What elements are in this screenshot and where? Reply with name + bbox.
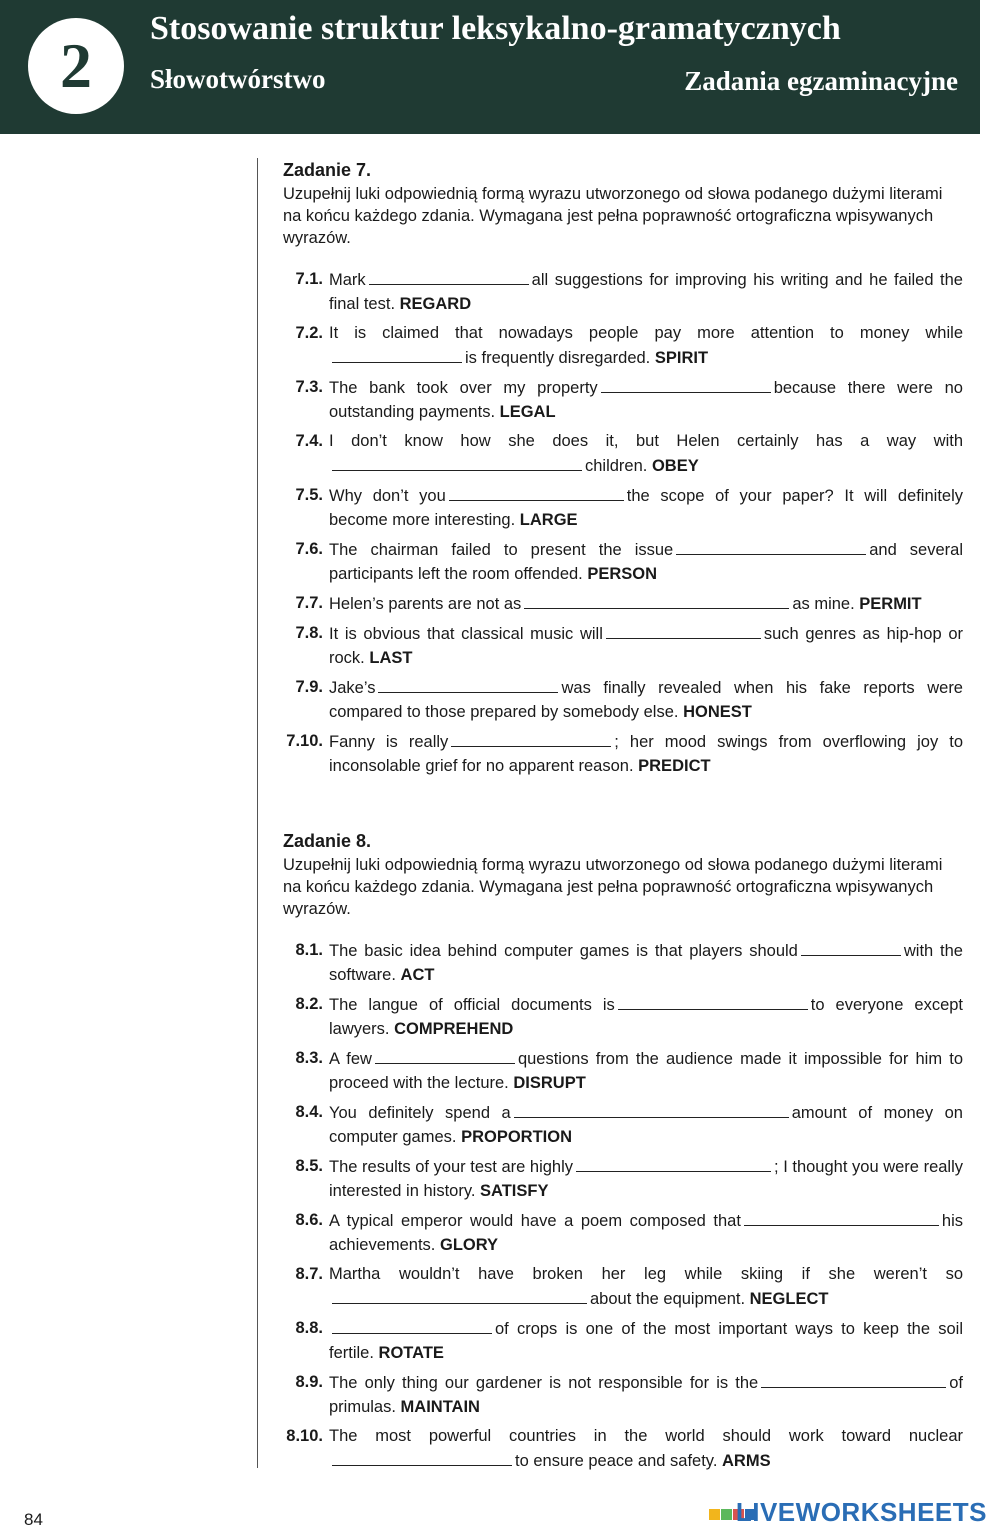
item-text-after: because there were no outstanding payments. — [329, 379, 963, 421]
task-instructions: Uzupełnij luki odpowiednią formą wyrazu utworzonego od słowa podanego dużymi literami na końcu każdego zdania. Wymagana jest pełna poprawność ortograficzna wpisywanych wyrazów. — [283, 856, 943, 918]
answer-blank[interactable] — [601, 375, 771, 393]
item-number: 8.4. — [295, 1103, 323, 1121]
worksheet-content — [283, 160, 963, 1478]
item-text-before: Why don’t you — [329, 487, 446, 505]
chapter-subtitle: Słowotwórstwo — [150, 64, 326, 94]
item-number: 7.6. — [295, 540, 323, 558]
item-number: 7.4. — [295, 432, 323, 450]
item-number: 8.1. — [295, 941, 323, 959]
item-number: 7.7. — [295, 594, 323, 612]
exercise-item — [283, 621, 963, 670]
item-number: 8.6. — [295, 1211, 323, 1229]
logo-text: LIVEWORKSHEETS — [735, 1497, 987, 1527]
item-text-after: about the equipment. — [590, 1290, 746, 1308]
task-8 — [283, 831, 963, 1473]
item-text-after: to everyone except lawyers. — [329, 996, 964, 1038]
item-text-before: I don’t know how she does it, but Helen certainly has a way with — [329, 432, 963, 450]
chapter-badge: 2 — [28, 18, 124, 114]
keyword: NEGLECT — [749, 1290, 829, 1308]
item-number: 7.2. — [295, 324, 323, 342]
item-text-before: Fanny is really — [329, 733, 449, 751]
answer-blank[interactable] — [332, 345, 462, 363]
item-text-after: to ensure peace and safety. — [515, 1452, 718, 1470]
answer-blank[interactable] — [576, 1154, 771, 1172]
item-number: 8.10. — [286, 1427, 323, 1445]
keyword: MAINTAIN — [400, 1398, 480, 1416]
item-text-before: It is claimed that nowadays people pay more attention to money while — [329, 324, 963, 342]
item-number: 7.3. — [295, 378, 323, 396]
keyword: PROPORTION — [461, 1128, 573, 1146]
answer-blank[interactable] — [606, 621, 761, 639]
item-text-before: The only thing our gardener is not responsible for is the — [329, 1374, 759, 1392]
chapter-title: Stosowanie struktur leksykalno-gramatycznych — [150, 10, 841, 47]
answer-blank[interactable] — [375, 1046, 515, 1064]
item-text-after: such genres as hip-hop or rock. — [329, 625, 963, 667]
item-text-before: The langue of official documents is — [329, 996, 615, 1014]
item-text-after: was finally revealed when his fake reports were compared to those prepared by somebody else. — [329, 679, 963, 721]
section-label: Zadania egzaminacyjne — [684, 66, 958, 96]
keyword: GLORY — [439, 1236, 499, 1254]
item-text-after: questions from the audience made it impossible for him to proceed with the lecture. — [329, 1050, 963, 1092]
item-number: 7.1. — [295, 270, 323, 288]
item-text-after: amount of money on computer games. — [329, 1104, 963, 1146]
item-number: 8.9. — [295, 1373, 323, 1391]
item-number: 8.7. — [295, 1265, 323, 1283]
keyword: LAST — [369, 649, 413, 667]
exercise-list — [283, 267, 963, 778]
exercise-item — [283, 1370, 963, 1419]
exercise-item — [283, 1424, 963, 1473]
exercise-item — [283, 429, 963, 478]
margin-rule — [257, 158, 258, 1468]
exercise-item — [283, 729, 963, 778]
task-instructions: Uzupełnij luki odpowiednią formą wyrazu utworzonego od słowa podanego dużymi literami na końcu każdego zdania. Wymagana jest pełna poprawność ortograficzna wpisywanych wyrazów. — [283, 185, 943, 247]
item-number: 8.2. — [295, 995, 323, 1013]
answer-blank[interactable] — [744, 1208, 939, 1226]
keyword: PERSON — [587, 565, 658, 583]
item-text-after: is frequently disregarded. — [465, 349, 651, 367]
answer-blank[interactable] — [801, 938, 901, 956]
task-title: Zadanie 7. — [283, 160, 372, 180]
answer-blank[interactable] — [332, 1448, 512, 1466]
exercise-item — [283, 1262, 963, 1311]
exercise-item — [283, 375, 963, 424]
exercise-item — [283, 1316, 963, 1365]
exercise-item — [283, 483, 963, 532]
item-number: 8.5. — [295, 1157, 323, 1175]
item-text-after: of crops is one of the most important ways to keep the soil fertile. — [329, 1320, 963, 1362]
item-text-after: and several participants left the room offended. — [329, 541, 963, 583]
liveworksheets-logo — [709, 1497, 987, 1528]
item-text-before: You definitely spend a — [329, 1104, 511, 1122]
item-text-after: his achievements. — [329, 1212, 963, 1254]
item-text-after: ; I thought you were really interested in history. — [329, 1158, 964, 1200]
answer-blank[interactable] — [369, 267, 529, 285]
keyword: REGARD — [399, 295, 472, 313]
exercise-item — [283, 1100, 963, 1149]
item-text-after: ; her mood swings from overflowing joy to inconsolable grief for no apparent reason. — [329, 733, 963, 775]
item-text-before: The basic idea behind computer games is that players should — [329, 942, 798, 960]
answer-blank[interactable] — [524, 591, 789, 609]
item-text-before: The chairman failed to present the issue — [329, 541, 674, 559]
keyword: ACT — [400, 966, 435, 984]
task-7 — [283, 160, 963, 778]
keyword: LARGE — [519, 511, 578, 529]
item-text-before: Jake’s — [329, 679, 376, 697]
answer-blank[interactable] — [332, 453, 582, 471]
answer-blank[interactable] — [676, 537, 866, 555]
keyword: HONEST — [683, 703, 752, 721]
exercise-item — [283, 992, 963, 1041]
answer-blank[interactable] — [761, 1370, 946, 1388]
keyword: SPIRIT — [654, 349, 709, 367]
keyword: ARMS — [722, 1452, 771, 1470]
item-text-before: It is obvious that classical music will — [329, 625, 603, 643]
item-number: 7.9. — [295, 678, 323, 696]
item-number: 8.8. — [295, 1319, 323, 1337]
item-text-before: The results of your test are highly — [329, 1158, 574, 1176]
exercise-item — [283, 267, 963, 316]
answer-blank[interactable] — [332, 1316, 492, 1334]
item-number: 8.3. — [295, 1049, 323, 1067]
answer-blank[interactable] — [618, 992, 808, 1010]
keyword: OBEY — [651, 457, 699, 475]
keyword: PERMIT — [859, 595, 922, 613]
logo-grid-icon — [709, 1509, 733, 1520]
item-number: 7.5. — [295, 486, 323, 504]
answer-blank[interactable] — [449, 483, 624, 501]
item-text-after: all suggestions for improving his writing and he failed the final test. — [329, 271, 963, 313]
keyword: LEGAL — [499, 403, 556, 421]
exercise-item — [283, 675, 963, 724]
page-number: 84 — [24, 1510, 43, 1529]
answer-blank[interactable] — [514, 1100, 789, 1118]
exercise-item — [283, 1154, 963, 1203]
item-text-before: A typical emperor would have a poem composed that — [329, 1212, 741, 1230]
answer-blank[interactable] — [378, 675, 558, 693]
item-text-before: The most powerful countries in the world should work toward nuclear — [329, 1427, 963, 1445]
item-text-before: Martha wouldn’t have broken her leg while skiing if she weren’t so — [329, 1265, 963, 1283]
keyword: COMPREHEND — [394, 1020, 514, 1038]
exercise-item — [283, 1046, 963, 1095]
keyword: SATISFY — [480, 1182, 549, 1200]
exercise-list — [283, 938, 963, 1473]
item-text-after: with the software. — [329, 942, 963, 984]
answer-blank[interactable] — [451, 729, 611, 747]
answer-blank[interactable] — [332, 1286, 587, 1304]
item-text-before: Mark — [329, 271, 366, 289]
item-text-before: A few — [329, 1050, 372, 1068]
item-text-before: Helen’s parents are not as — [329, 595, 522, 613]
keyword: DISRUPT — [513, 1074, 586, 1092]
exercise-item — [283, 938, 963, 987]
exercise-item — [283, 591, 963, 616]
task-title: Zadanie 8. — [283, 831, 372, 851]
page-header — [0, 0, 980, 134]
exercise-item — [283, 321, 963, 370]
item-text-after: as mine. — [792, 595, 855, 613]
keyword: ROTATE — [378, 1344, 444, 1362]
keyword: PREDICT — [638, 757, 711, 775]
item-number: 7.8. — [295, 624, 323, 642]
exercise-item — [283, 537, 963, 586]
item-text-after: children. — [585, 457, 648, 475]
item-number: 7.10. — [286, 732, 323, 750]
exercise-item — [283, 1208, 963, 1257]
item-text-after: of primulas. — [329, 1374, 963, 1416]
item-text-before: The bank took over my property — [329, 379, 598, 397]
item-text-after: the scope of your paper? It will definitely become more interesting. — [329, 487, 963, 529]
